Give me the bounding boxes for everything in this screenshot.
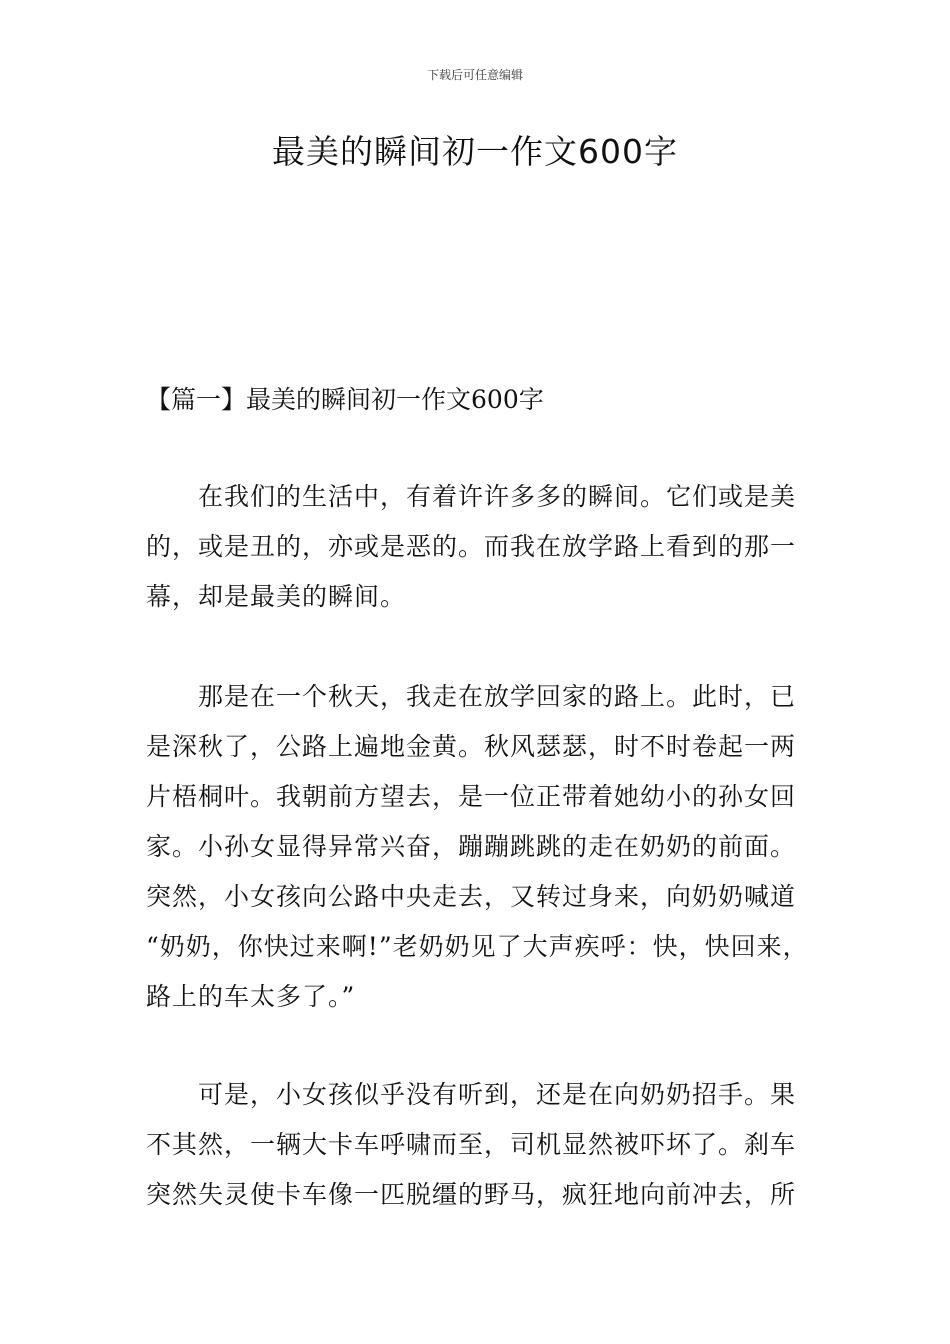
paragraph-1 [146, 472, 826, 622]
paragraph-line: 不其然，一辆大卡车呼啸而至，司机显然被吓坏了。刹车 [146, 1130, 797, 1159]
paragraph-3 [146, 1070, 826, 1220]
paragraph-line: “奶奶，你快过来啊!”老奶奶见了大声疾呼：快，快回来， [146, 932, 809, 961]
paragraph-line: 家。小孙女显得异常兴奋，蹦蹦跳跳的走在奶奶的前面。 [146, 832, 797, 861]
paragraph-line: 可是，小女孩似乎没有听到，还是在向奶奶招手。果 [198, 1080, 797, 1109]
document-title: 最美的瞬间初一作文600字 [272, 132, 678, 171]
header-note: 下载后可任意编辑 [426, 68, 523, 82]
paragraph-line: 那是在一个秋天，我走在放学回家的路上。此时，已 [198, 682, 797, 711]
paragraph-line: 片梧桐叶。我朝前方望去，是一位正带着她幼小的孙女回 [146, 782, 797, 811]
paragraph-line: 幕，却是最美的瞬间。 [146, 582, 407, 611]
paragraph-line: 路上的车太多了。” [146, 982, 356, 1011]
paragraph-line: 突然，小女孩向公路中央走去，又转过身来，向奶奶喊道 [146, 882, 797, 911]
paragraph-line: 在我们的生活中，有着许许多多的瞬间。它们或是美 [198, 482, 797, 511]
section-heading: 【篇一】最美的瞬间初一作文600字 [146, 385, 544, 414]
paragraph-line: 的，或是丑的，亦或是恶的。而我在放学路上看到的那一 [146, 532, 797, 561]
paragraph-line: 是深秋了，公路上遍地金黄。秋风瑟瑟，时不时卷起一两 [146, 732, 797, 761]
paragraph-2 [146, 672, 826, 1022]
paragraph-line: 突然失灵使卡车像一匹脱缰的野马，疯狂地向前冲去，所 [146, 1180, 797, 1209]
